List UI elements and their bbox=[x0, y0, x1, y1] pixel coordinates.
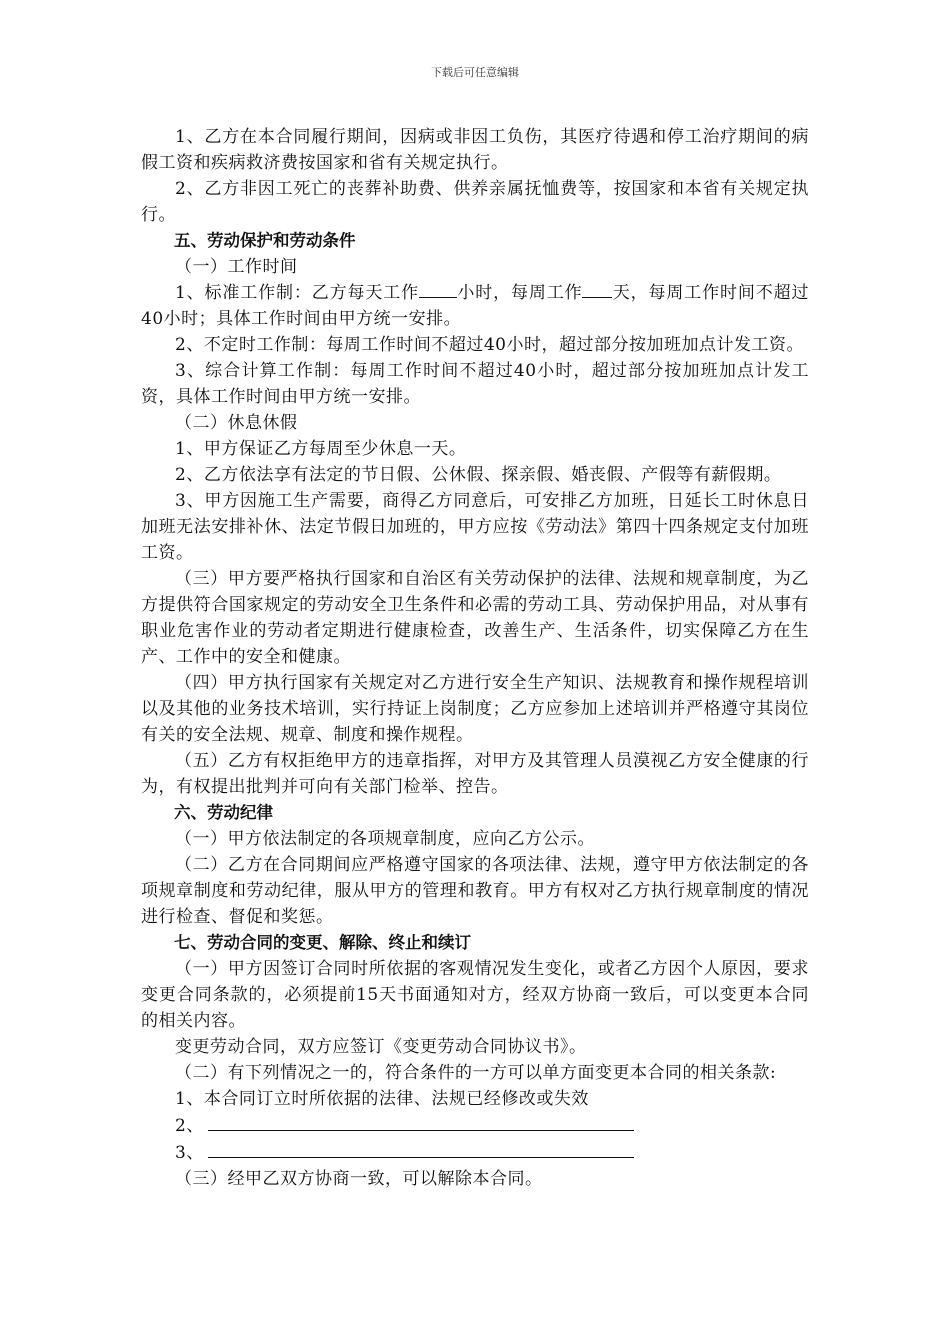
paragraph: （二）有下列情况之一的，符合条件的一方可以单方面变更本合同的相关条款: bbox=[175, 1063, 777, 1083]
page-header: 下载后可任意编辑 bbox=[431, 66, 519, 79]
paragraph: 变更劳动合同，双方应签订《变更劳动合同协议书》。 bbox=[175, 1037, 587, 1057]
blank-days bbox=[582, 281, 612, 298]
paragraph: （五）乙方有权拒绝甲方的违章指挥，对甲方及其管理人员漠视乙方安全健康的行为，有权提出批判并可向有关部门检举、控告。 bbox=[141, 751, 809, 797]
text-segment: 1、标准工作制：乙方每天工作 bbox=[175, 283, 419, 303]
paragraph: 1、甲方保证乙方每周至少休息一天。 bbox=[175, 439, 467, 459]
paragraph: 2、乙方非因工死亡的丧葬补助费、供养亲属抚恤费等，按国家和本省有关规定执行。 bbox=[141, 179, 809, 225]
paragraph: 1、本合同订立时所依据的法律、法规已经修改或失效 bbox=[175, 1089, 589, 1109]
paragraph: 3、甲方因施工生产需要，商得乙方同意后，可安排乙方加班，日延长工时休息日加班无法安排补休、法定节假日加班的，甲方应按《劳动法》第四十四条规定支付加班工资。 bbox=[141, 491, 809, 563]
paragraph: （三）经甲乙双方协商一致，可以解除本合同。 bbox=[175, 1169, 543, 1189]
subsection-title: （二）休息休假 bbox=[175, 413, 298, 433]
paragraph: （二）乙方在合同期间应严格遵守国家的各项法律、法规，遵守甲方依法制定的各项规章制度和劳动纪律，服从甲方的管理和教育。甲方有权对乙方执行规章制度的情况进行检查、督促和奖惩。 bbox=[141, 855, 809, 927]
section-heading: 七、劳动合同的变更、解除、终止和续订 bbox=[174, 933, 471, 952]
paragraph: （四）甲方执行国家有关规定对乙方进行安全生产知识、法规教育和操作规程培训以及其他的业务技术培训，实行持证上岗制度；乙方应参加上述培训并严格遵守其岗位有关的安全法规、规章、制度和操作规程。 bbox=[141, 673, 809, 745]
document-body bbox=[141, 124, 809, 1192]
fill-in-line bbox=[208, 1139, 634, 1158]
fill-in-line bbox=[208, 1112, 634, 1131]
paragraph: 2、乙方依法享有法定的节日假、公休假、探亲假、婚丧假、产假等有薪假期。 bbox=[175, 465, 782, 485]
fill-in-item bbox=[141, 1112, 809, 1139]
paragraph: （一）甲方因签订合同时所依据的客观情况发生变化，或者乙方因个人原因，要求变更合同条款的，必须提前15天书面通知对方，经双方协商一致后，可以变更本合同的相关内容。 bbox=[141, 959, 809, 1031]
paragraph: （三）甲方要严格执行国家和自治区有关劳动保护的法律、法规和规章制度，为乙方提供符合国家规定的劳动安全卫生条件和必需的劳动工具、劳动保护用品，对从事有职业危害作业的劳动者定期进行健康检查，改善生产、生活条件，切实保障乙方在生产、工作中的安全和健康。 bbox=[141, 569, 809, 667]
section-heading: 六、劳动纪律 bbox=[174, 803, 273, 822]
text-segment: 小时，每周工作 bbox=[456, 283, 583, 303]
fill-in-item bbox=[141, 1139, 809, 1166]
paragraph: （一）甲方依法制定的各项规章制度，应向乙方公示。 bbox=[175, 829, 595, 849]
text-segment: 天，每周工作时间不超过40小时；具体工作时间由甲方统一安排。 bbox=[141, 283, 809, 329]
item-number: 3、 bbox=[175, 1143, 204, 1163]
paragraph: 3、综合计算工作制：每周工作时间不超过40小时，超过部分按加班加点计发工资，具体工作时间由甲方统一安排。 bbox=[141, 361, 809, 407]
item-number: 2、 bbox=[175, 1116, 204, 1136]
paragraph-with-blanks bbox=[141, 280, 809, 332]
blank-hours bbox=[419, 281, 457, 298]
paragraph: 2、不定时工作制：每周工作时间不超过40小时，超过部分按加班加点计发工资。 bbox=[175, 335, 804, 355]
paragraph: 1、乙方在本合同履行期间，因病或非因工负伤，其医疗待遇和停工治疗期间的病假工资和疾病救济费按国家和省有关规定执行。 bbox=[141, 127, 809, 173]
section-heading: 五、劳动保护和劳动条件 bbox=[174, 231, 356, 250]
subsection-title: （一）工作时间 bbox=[175, 257, 298, 277]
